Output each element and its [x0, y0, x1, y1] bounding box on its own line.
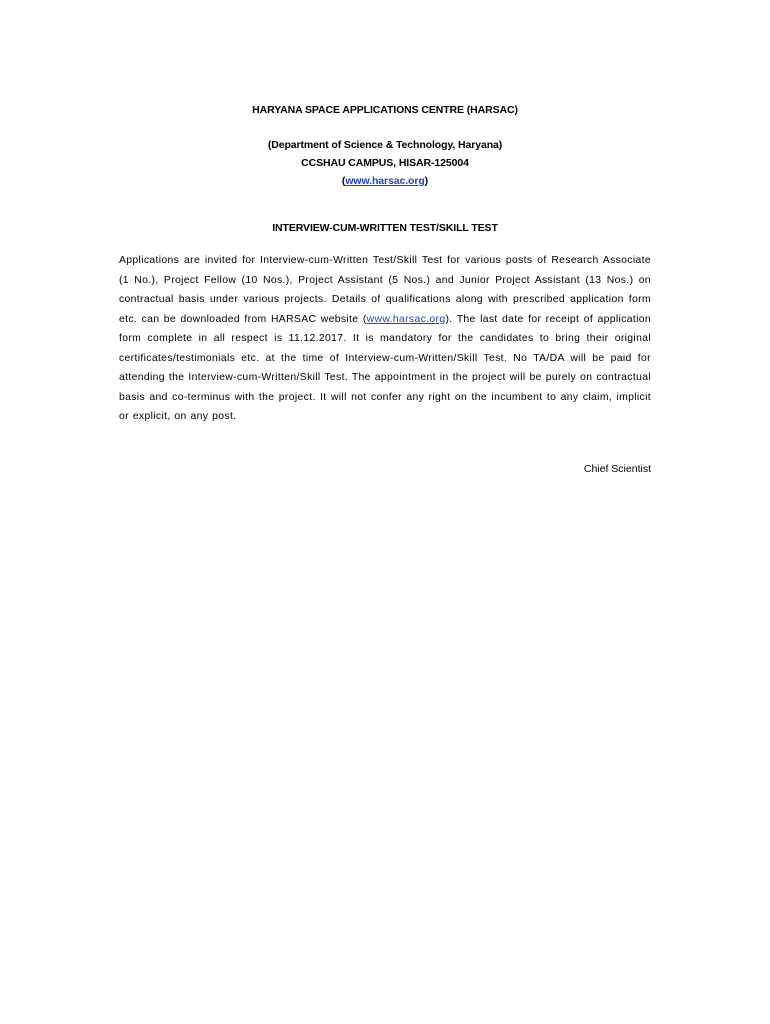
website-link[interactable]: www.harsac.org — [345, 175, 425, 187]
department-name: (Department of Science & Technology, Haryana) — [267, 139, 503, 151]
notice-body-link[interactable]: www.harsac.org — [366, 313, 446, 325]
notice-body-part1: Applications are invited for Interview-cum-Written Test/Skill Test for various posts of Research Associate (1 No.), Project Fellow (10 Nos.), Project Assistant (5 Nos.) and Junior Project Assistant (13 Nos.) on contractual basis under various projects. Details of qualifications along with prescribed application form etc. can be downloaded from HARSAC website ( — [119, 255, 651, 325]
website-line — [0, 175, 770, 188]
notice-title: INTERVIEW-CUM-WRITTEN TEST/SKILL TEST — [272, 222, 498, 234]
website-paren-close: ) — [424, 175, 429, 187]
signatory: Chief Scientist — [583, 463, 651, 475]
campus-address: CCSHAU CAMPUS, HISAR-125004 — [301, 157, 469, 169]
organization-name: HARYANA SPACE APPLICATIONS CENTRE (HARSAC) — [252, 104, 518, 116]
notice-body — [119, 251, 651, 427]
website-paren-open: ( — [341, 175, 346, 187]
notice-body-part2: ). The last date for receipt of application form complete in all respect is 11.12.2017. It is mandatory for the candidates to bring their original certificates/testimonials etc. at the time of Interview-cum-Written/Skill Test. No TA/DA will be paid for attending the Interview-cum-Written/Skill Test. The appointment in the project will be purely on contractual basis and co-terminus with the project. It will not confer any right on the incumbent to any claim, implicit or explicit, on any post. — [119, 313, 651, 422]
